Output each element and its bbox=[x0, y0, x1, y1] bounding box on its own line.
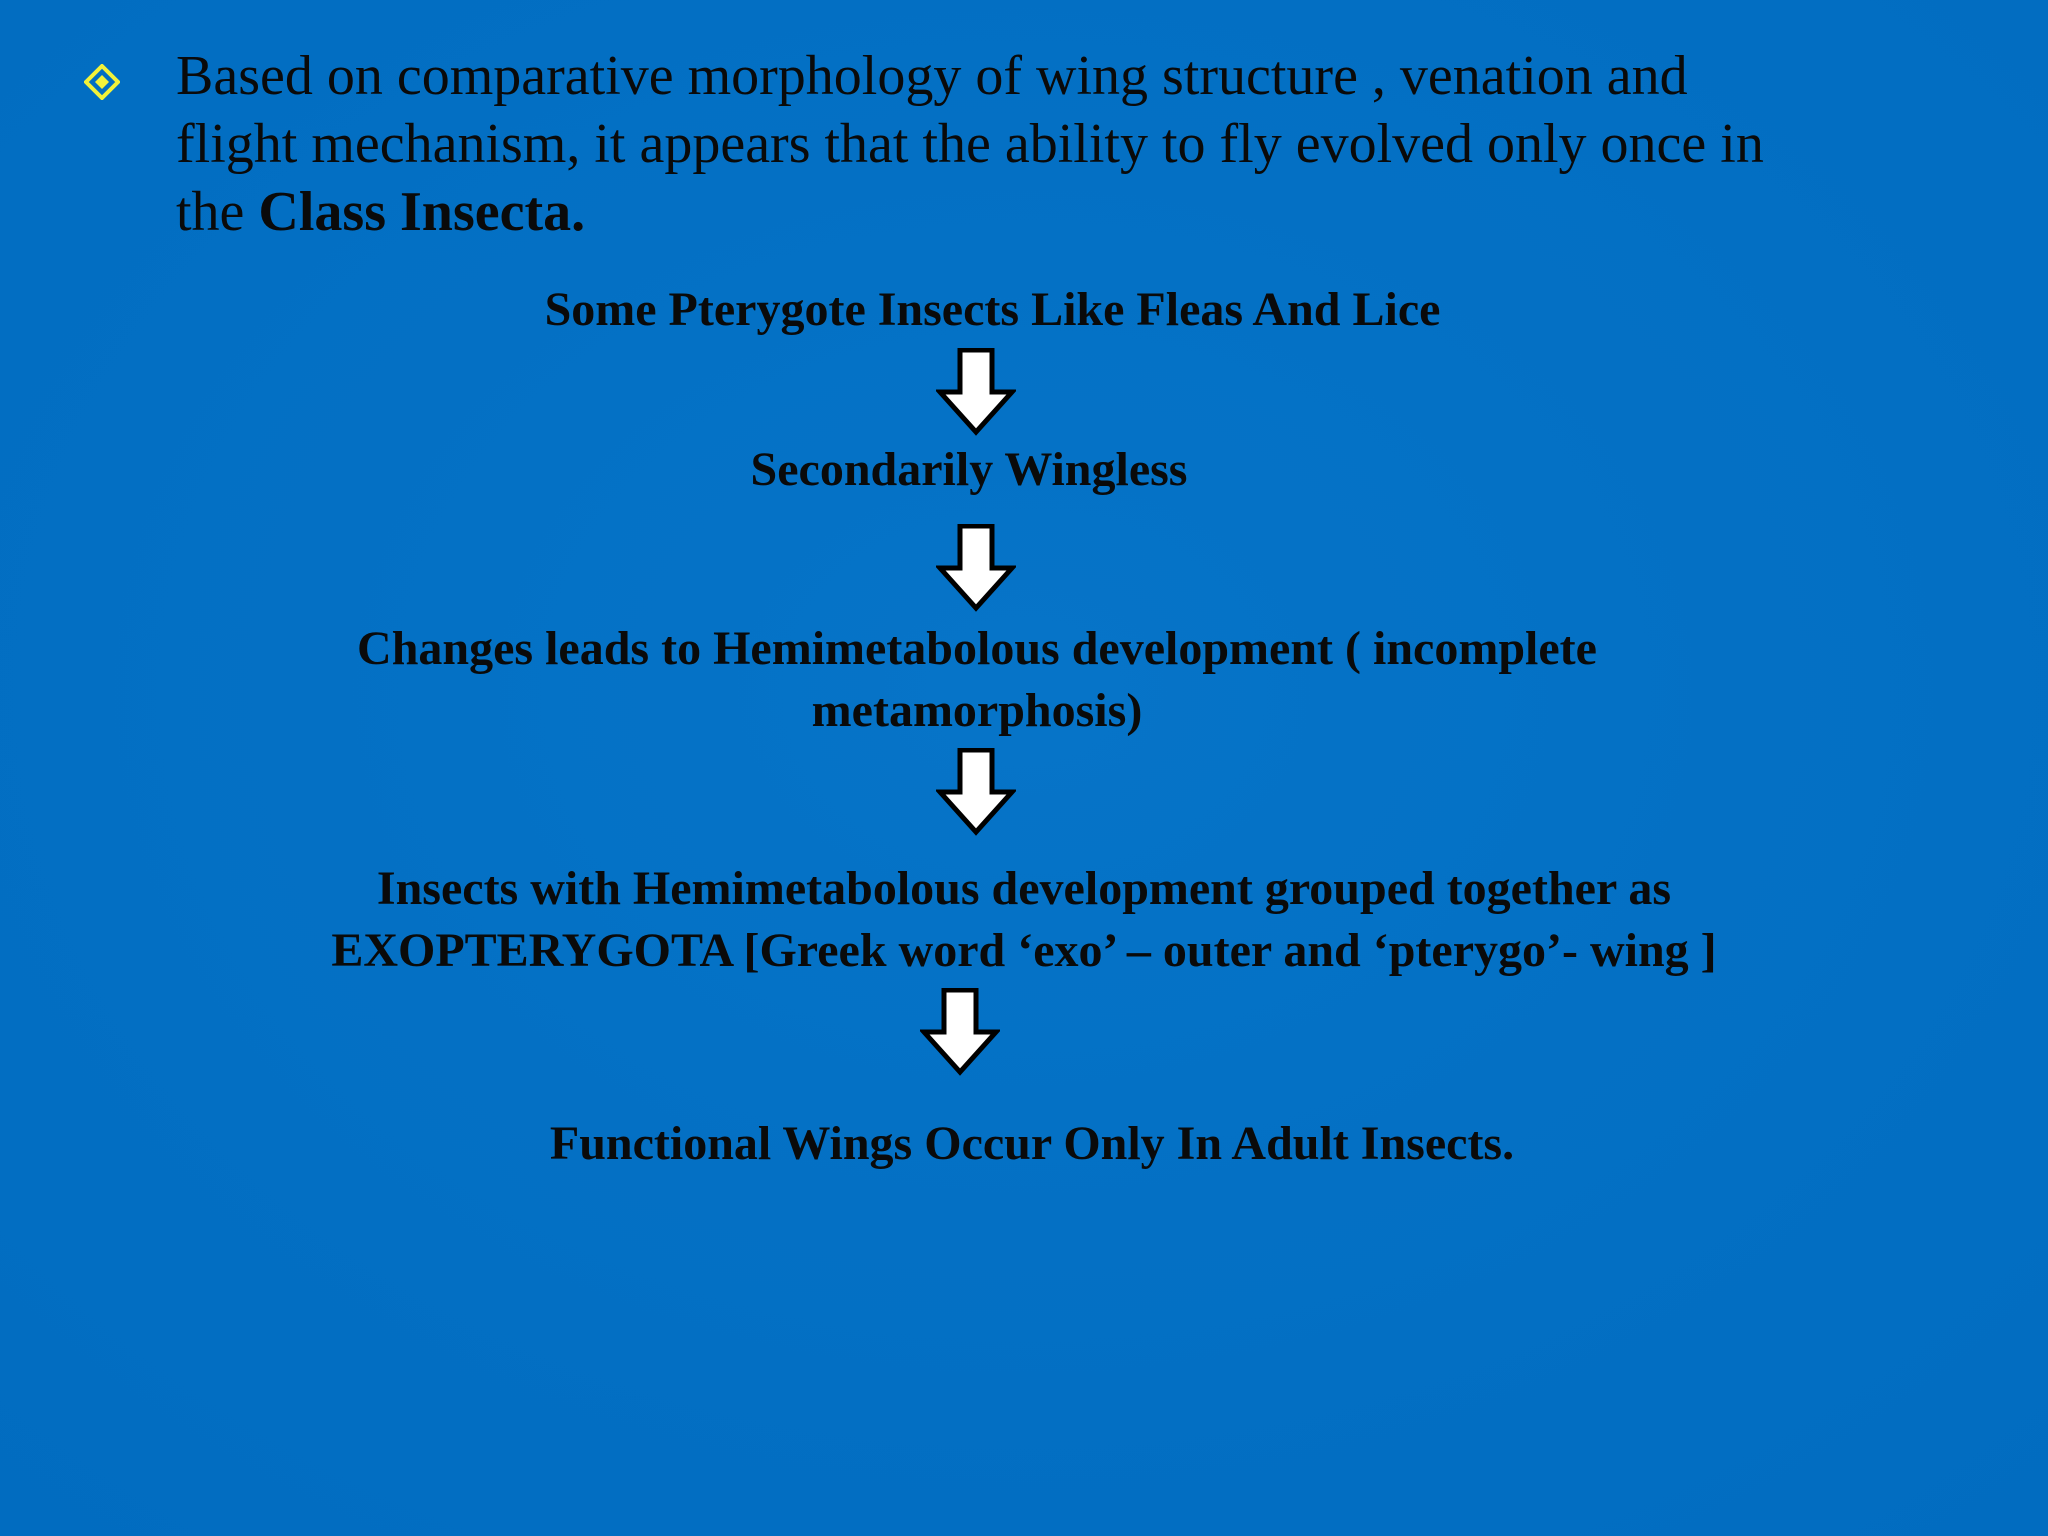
flow-step-pterygote-insects: Some Pterygote Insects Like Fleas And Lice bbox=[544, 283, 1441, 336]
down-arrow-icon bbox=[936, 348, 1016, 436]
flow-step-3-line-2: metamorphosis) bbox=[811, 684, 1143, 737]
bullet-text bbox=[176, 42, 2048, 246]
bullet-line-1: Based on comparative morphology of wing structure , venation and bbox=[176, 45, 1688, 107]
flow-step-exopterygota bbox=[0, 858, 2048, 982]
diamond-bullet-icon bbox=[84, 64, 120, 100]
flow-step-4-line-1: Insects with Hemimetabolous development grouped together as bbox=[376, 862, 1672, 915]
bullet-line-3-prefix: the bbox=[176, 181, 259, 243]
flow-step-3-line-1: Changes leads to Hemimetabolous development ( incomplete bbox=[357, 622, 1597, 675]
down-arrow-icon bbox=[936, 748, 1016, 836]
bullet-line-3 bbox=[176, 178, 2048, 246]
down-arrow-icon bbox=[936, 524, 1016, 612]
down-arrow-icon bbox=[920, 988, 1000, 1076]
bullet-line-2: flight mechanism, it appears that the ability to fly evolved only once in bbox=[176, 113, 1764, 175]
flow-step-hemimetabolous-development bbox=[0, 618, 1954, 742]
class-insecta-term: Class Insecta. bbox=[258, 181, 586, 243]
flow-step-functional-wings: Functional Wings Occur Only In Adult Insects. bbox=[549, 1117, 1515, 1170]
flow-step-secondarily-wingless: Secondarily Wingless bbox=[750, 443, 1188, 496]
flow-step-4-line-2: EXOPTERYGOTA [Greek word ‘exo’ – outer and ‘pterygo’- wing ] bbox=[331, 924, 1717, 977]
